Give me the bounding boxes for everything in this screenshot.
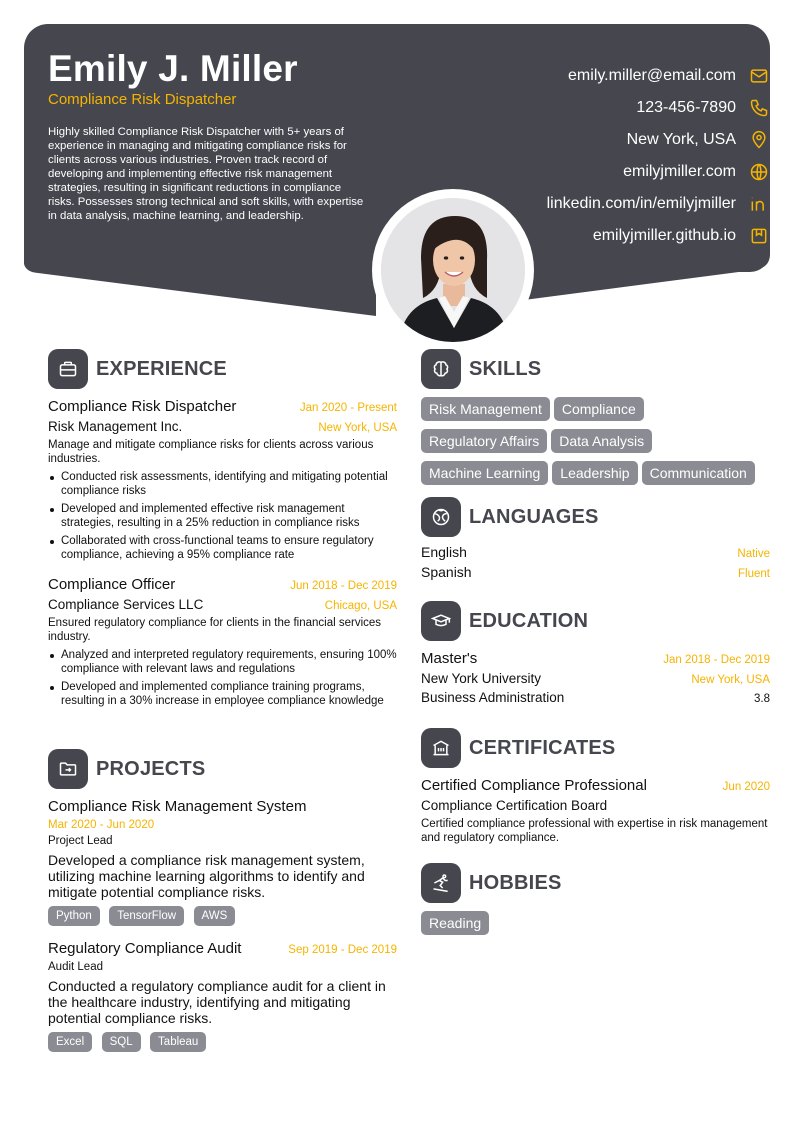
skill-pill: Machine Learning bbox=[421, 461, 548, 485]
certificates-title: CERTIFICATES bbox=[469, 736, 616, 759]
skill-pill: Communication bbox=[642, 461, 755, 485]
skill-pill: Leadership bbox=[552, 461, 637, 485]
language-row bbox=[421, 544, 770, 564]
education-school: New York University bbox=[421, 671, 542, 686]
certificate-date: Jun 2020 bbox=[722, 781, 770, 793]
contact-website-text[interactable]: emilyjmiller.com bbox=[623, 163, 736, 180]
candidate-name: Emily J. Miller bbox=[48, 48, 298, 89]
certificates-heading bbox=[421, 728, 615, 768]
job-bullets bbox=[48, 470, 397, 562]
hobbies-list bbox=[421, 911, 770, 943]
project-description: Developed a compliance risk management system, utilizing machine learning algorithms to identify and mitigate potential compliance risks. bbox=[48, 852, 365, 900]
contact-location bbox=[627, 128, 770, 152]
job-description: Manage and mitigate compliance risks for clients across various industries. bbox=[48, 439, 374, 465]
linkedin-icon bbox=[748, 193, 770, 215]
certificate-entry bbox=[421, 777, 770, 845]
project-tag: AWS bbox=[194, 906, 236, 926]
language-level: Fluent bbox=[738, 568, 770, 580]
contact-location-text: New York, USA bbox=[626, 131, 736, 148]
language-name: English bbox=[421, 544, 467, 560]
certificate-title: Certified Compliance Professional bbox=[421, 777, 647, 794]
project-tag: Excel bbox=[48, 1032, 92, 1052]
job-title: Compliance Officer bbox=[48, 576, 176, 593]
job-title: Compliance Risk Dispatcher bbox=[48, 398, 237, 415]
skills-list bbox=[421, 397, 781, 493]
skills-heading bbox=[421, 349, 541, 389]
certificate-description: Certified compliance professional with expertise in risk management and regulatory compliance. bbox=[421, 818, 768, 844]
project-date: Sep 2019 - Dec 2019 bbox=[288, 944, 397, 956]
skills-title: SKILLS bbox=[469, 357, 542, 380]
project-title: Compliance Risk Management System bbox=[48, 798, 307, 815]
job-date: Jun 2018 - Dec 2019 bbox=[290, 580, 397, 592]
project-role: Audit Lead bbox=[48, 961, 103, 973]
projects-heading bbox=[48, 749, 205, 789]
experience-title: EXPERIENCE bbox=[96, 357, 227, 380]
project-entry bbox=[48, 940, 397, 1052]
hobby-pill: Reading bbox=[421, 911, 489, 935]
globe-icon bbox=[748, 161, 770, 183]
language-row bbox=[421, 564, 770, 584]
job-bullets bbox=[48, 648, 397, 708]
language-level: Native bbox=[737, 548, 770, 560]
bookmark-icon bbox=[748, 225, 770, 247]
contact-phone-text[interactable]: 123-456-7890 bbox=[636, 99, 736, 116]
project-tags bbox=[48, 906, 397, 926]
location-icon bbox=[748, 129, 770, 151]
skill-pill: Risk Management bbox=[421, 397, 550, 421]
summary: Highly skilled Compliance Risk Dispatcher with 5+ years of experience in managing and mitigating compliance risks for clients across various industries. Proven track record of developing and implementing effective risk management strategies, resulting in significant reductions in compliance risks. Possesses strong technical and soft skills, with expertise in data analysis, machine learning, and leadership. bbox=[48, 126, 364, 222]
project-tag: Python bbox=[48, 906, 100, 926]
job-entry bbox=[48, 576, 397, 708]
languages-title: LANGUAGES bbox=[469, 505, 599, 528]
contact-website[interactable] bbox=[623, 160, 770, 184]
job-date: Jan 2020 - Present bbox=[299, 402, 397, 414]
projects-list bbox=[48, 798, 397, 1052]
skiing-icon bbox=[421, 863, 461, 903]
project-entry bbox=[48, 798, 397, 926]
project-tag: Tableau bbox=[150, 1032, 206, 1052]
education-entry bbox=[421, 650, 770, 705]
job-bullet: Developed and implemented effective risk management strategies, resulting in a 25% reduction in compliance risks bbox=[48, 502, 397, 530]
institution-icon bbox=[421, 728, 461, 768]
job-location: Chicago, USA bbox=[324, 600, 397, 612]
contact-github-text[interactable]: emilyjmiller.github.io bbox=[592, 227, 736, 244]
experience-list bbox=[48, 398, 397, 712]
skill-pill: Regulatory Affairs bbox=[421, 429, 547, 453]
languages-list bbox=[421, 544, 770, 584]
contact-phone[interactable] bbox=[636, 96, 770, 120]
job-company: Compliance Services LLC bbox=[48, 597, 204, 612]
candidate-title: Compliance Risk Dispatcher bbox=[48, 91, 237, 108]
project-role: Project Lead bbox=[48, 835, 113, 847]
hobbies-heading bbox=[421, 863, 562, 903]
project-description: Conducted a regulatory compliance audit for a client in the healthcare industry, identifying and mitigating potential compliance risks. bbox=[48, 978, 386, 1026]
phone-icon bbox=[748, 97, 770, 119]
project-tag: TensorFlow bbox=[109, 906, 184, 926]
education-title: EDUCATION bbox=[469, 609, 589, 632]
job-bullet: Conducted risk assessments, identifying and mitigating potential compliance risks bbox=[48, 470, 397, 498]
education-gpa: 3.8 bbox=[754, 693, 770, 705]
projects-title: PROJECTS bbox=[96, 757, 206, 780]
experience-heading bbox=[48, 349, 227, 389]
contact-email[interactable] bbox=[568, 64, 770, 88]
contact-email-text[interactable]: emily.miller@email.com bbox=[568, 67, 736, 84]
graduation-cap-icon bbox=[421, 601, 461, 641]
project-title: Regulatory Compliance Audit bbox=[48, 940, 242, 957]
email-icon bbox=[748, 65, 770, 87]
contact-linkedin-text[interactable]: linkedin.com/in/emilyjmiller bbox=[546, 195, 736, 212]
job-company: Risk Management Inc. bbox=[48, 419, 183, 434]
job-entry bbox=[48, 398, 397, 562]
education-degree: Master's bbox=[421, 650, 478, 667]
briefcase-icon bbox=[48, 349, 88, 389]
profile-photo bbox=[381, 198, 525, 342]
education-heading bbox=[421, 601, 588, 641]
language-name: Spanish bbox=[421, 564, 472, 580]
certificate-issuer: Compliance Certification Board bbox=[421, 798, 608, 813]
contact-linkedin[interactable] bbox=[547, 192, 770, 216]
education-field: Business Administration bbox=[421, 690, 565, 705]
skill-pill: Compliance bbox=[554, 397, 644, 421]
project-tags bbox=[48, 1032, 397, 1052]
folder-icon bbox=[48, 749, 88, 789]
job-description: Ensured regulatory compliance for clients in the financial services industry. bbox=[48, 617, 382, 643]
education-date: Jan 2018 - Dec 2019 bbox=[663, 654, 770, 666]
hobbies-title: HOBBIES bbox=[469, 871, 562, 894]
globe-icon bbox=[421, 497, 461, 537]
languages-heading bbox=[421, 497, 599, 537]
skill-pill: Data Analysis bbox=[551, 429, 652, 453]
contact-github[interactable] bbox=[593, 224, 770, 248]
brain-icon bbox=[421, 349, 461, 389]
job-bullet: Developed and implemented compliance training programs, resulting in a 30% increase in employee compliance knowledge bbox=[48, 680, 397, 708]
job-bullet: Analyzed and interpreted regulatory requirements, ensuring 100% compliance with relevant laws and regulations bbox=[48, 648, 397, 676]
project-date: Mar 2020 - Jun 2020 bbox=[48, 819, 155, 831]
job-bullet: Collaborated with cross-functional teams to ensure regulatory compliance, achieving a 95% compliance rate bbox=[48, 534, 397, 562]
project-tag: SQL bbox=[102, 1032, 141, 1052]
education-location: New York, USA bbox=[691, 674, 770, 686]
job-location: New York, USA bbox=[318, 422, 397, 434]
